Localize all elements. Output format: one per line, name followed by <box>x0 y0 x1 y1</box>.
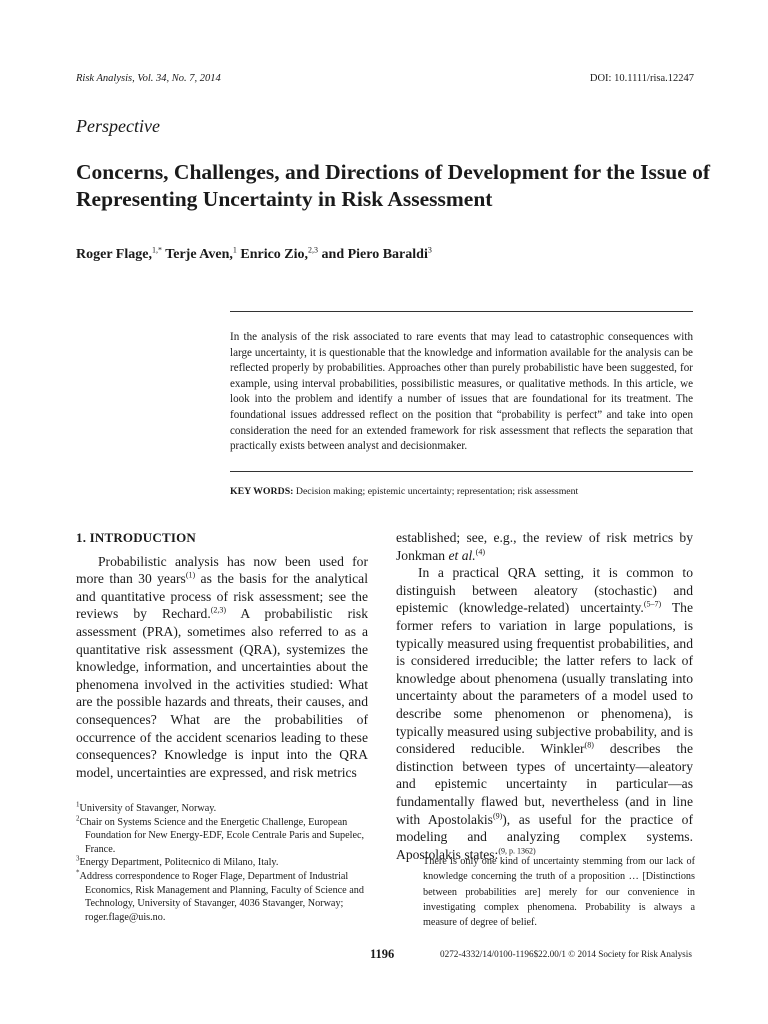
body-text: In a practical QRA setting, it is common to distinguish between aleatory (stochastic) and epistemic (knowledge-related) uncertainty. <box>396 565 693 616</box>
body-text-italic: et al. <box>448 547 476 563</box>
journal-citation: Risk Analysis, Vol. 34, No. 7, 2014 <box>76 73 221 84</box>
citation-ref: (2,3) <box>210 605 227 615</box>
body-paragraph <box>396 564 693 863</box>
author-name: Enrico Zio, <box>240 247 309 262</box>
affiliation-footnotes <box>76 802 368 924</box>
doi-label: DOI: 10.1111/risa.12247 <box>589 73 694 84</box>
footnote <box>76 870 368 924</box>
author-affiliation-mark: 2,3 <box>308 245 319 255</box>
copyright-line: 0272-4332/14/0100-1196$22.00/1 © 2014 Society for Risk Analysis <box>440 949 692 959</box>
abstract-top-rule <box>230 311 693 312</box>
body-text: describes the distinction between types of uncertainty—aleatory and epistemic uncertainty in particular—as fundamentally flawed but, nevertheless (and in line with Apostolakis <box>396 741 693 827</box>
citation-ref: (9) <box>492 810 503 820</box>
footnote <box>76 802 368 816</box>
footnote-mark: 3 <box>76 854 80 863</box>
author-name: Roger Flage, <box>76 247 152 262</box>
section-heading-introduction: 1. INTRODUCTION <box>76 530 197 545</box>
abstract-text: In the analysis of the risk associated to rare events that may lead to catastrophic consequences with large uncertainty, it is questionable that the knowledge and information available for the analysis can be reflected properly by probabilities. Approaches other than purely probabilistic have been suggested, for example, using interval probabilities, possibilistic measures, or qualitative methods. In this article, we look into the problem and identify a number of issues that are foundational for its treatment. The foundational issues addressed reflect on the position that “probability is perfect” and take into open consideration the need for an extended framework for risk assessment that reflects the separation that practically exists between analyst and decisionmaker. <box>230 331 693 453</box>
author-affiliation-mark: 3 <box>427 245 432 255</box>
body-text: A probabilistic risk assessment (PRA), sometimes also referred to as a quantitative risk assessment (QRA), systemizes the knowledge, information, and uncertainties about the phenomena involved in the activities studied: What are the possible hazards and threats, their causes, and consequences? What are the probabilities of occurrence of the accident scenarios leading to these consequences? Knowledge is input into the QRA model, uncertainties are expressed, and risk metrics <box>76 606 368 780</box>
body-text: established; see, e.g., the review of risk metrics by Jonkman <box>396 530 693 563</box>
article-title: Concerns, Challenges, and Directions of Development for the Issue of Representing Uncertainty in Risk Assessment <box>76 160 711 211</box>
footnote-text: University of Stavanger, Norway. <box>79 803 217 814</box>
footnote <box>76 856 368 870</box>
body-text: ), as useful for the practice of modeling and analyzing complex systems. Apostolakis states: <box>396 811 694 862</box>
abstract-bottom-rule <box>230 471 693 472</box>
body-text: Probabilistic analysis has now been used for more than 30 years <box>76 553 368 587</box>
author-name: and Piero Baraldi <box>321 247 428 262</box>
citation-ref: (9, p. 1362) <box>498 846 536 856</box>
body-column-right <box>396 529 693 863</box>
keywords-label: KEY WORDS: <box>230 486 294 497</box>
block-quote: There is only one kind of uncertainty stemming from our lack of knowledge concerning the truth of a proposition … [Distinctions between probabilities are] merely for our convenience in investigating complex phenomena. Probability is always a measure of degree of belief. <box>423 856 695 929</box>
footnote-text: Address correspondence to Roger Flage, Department of Industrial Economics, Risk Management and Planning, Faculty of Science and Technology, University of Stavanger, 4036 Stavanger, Norway; roger.flage@uis.no. <box>79 870 364 923</box>
footnote-text: Chair on Systems Science and the Energetic Challenge, European Foundation for New Energy-EDF, Ecole Centrale Paris and Supelec, France. <box>79 816 365 855</box>
keywords-text: Decision making; epistemic uncertainty; representation; risk assessment <box>295 486 579 497</box>
footnote-mark: 1 <box>76 800 80 809</box>
author-affiliation-mark: 1,* <box>151 245 162 255</box>
author-affiliation-mark: 1 <box>232 245 237 255</box>
footnote-text: Energy Department, Politecnico di Milano, Italy. <box>79 857 279 869</box>
body-paragraph <box>396 529 693 564</box>
body-column-left <box>76 529 368 781</box>
body-paragraph <box>76 553 368 782</box>
body-text: The former refers to variation in large populations, is typically measured using frequentist probabilities, and is considered irreducible; the latter refers to lack of knowledge about phenomena (usually translating into uncertainty about the parameters of a model used to describe some phenomenon or phenomena), is typically measured using subjective probability, and is considered reducible. Winkler <box>396 600 693 757</box>
body-text: as the basis for the analytical and quantitative process of risk assessment; see the reviews by Rechard. <box>76 571 368 622</box>
section-label: Perspective <box>76 116 160 136</box>
citation-ref: (1) <box>185 570 196 580</box>
footnote-mark: * <box>76 868 80 877</box>
footnote-mark: 2 <box>76 814 80 823</box>
citation-ref: (5–7) <box>643 599 662 609</box>
keywords <box>230 486 700 497</box>
citation-ref: (4) <box>475 547 485 557</box>
page-number: 1196 <box>370 947 395 961</box>
author-list <box>76 247 432 263</box>
citation-ref: (8) <box>584 740 594 750</box>
footnote <box>76 816 368 857</box>
author-name: Terje Aven, <box>165 247 233 262</box>
